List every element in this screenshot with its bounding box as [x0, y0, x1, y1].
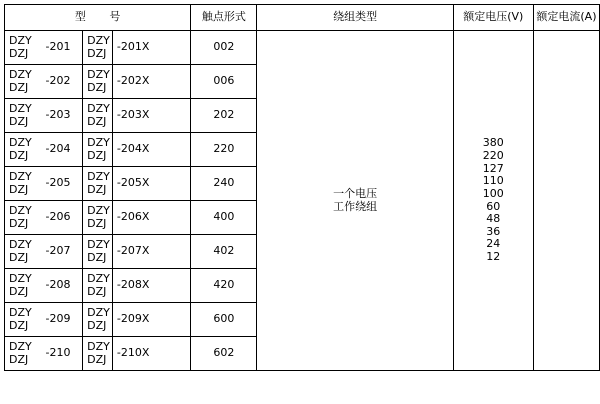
model-suffix: -207 [45, 244, 71, 258]
model-prefix-bottom: DZJ [9, 182, 29, 196]
model-cell-b-suffix [113, 269, 191, 303]
model-suffix: -210X [116, 346, 150, 360]
model-prefix-top: DZY [87, 136, 110, 150]
model-prefix-top: DZY [9, 306, 32, 320]
model-cell-b-prefix [83, 65, 113, 99]
model-prefix-top: DZY [9, 68, 32, 82]
voltage-value: 48 [486, 212, 501, 226]
model-cell-a [5, 201, 83, 235]
model-cell-b-suffix [113, 31, 191, 65]
voltage-value: 36 [486, 224, 501, 238]
model-prefix-bottom: DZJ [87, 216, 107, 230]
rated-voltage-cell [453, 31, 533, 371]
voltage-value: 24 [486, 237, 501, 251]
model-cell-b-suffix [113, 65, 191, 99]
model-prefix-top: DZY [9, 204, 32, 218]
model-prefix-top: DZY [9, 136, 32, 150]
rated-current-cell [533, 31, 599, 371]
model-prefix-bottom: DZJ [87, 284, 107, 298]
model-prefix-bottom: DZJ [87, 46, 107, 60]
model-suffix: -203 [45, 108, 71, 122]
table-header-row [5, 5, 600, 31]
model-suffix: -204X [116, 142, 150, 156]
model-suffix: -205X [116, 176, 150, 190]
model-prefix-top: DZY [9, 170, 32, 184]
model-cell-a [5, 269, 83, 303]
model-prefix-top: DZY [9, 238, 32, 252]
model-suffix: -204 [45, 142, 71, 156]
model-suffix: -208X [116, 278, 150, 292]
model-prefix-bottom: DZJ [9, 114, 29, 128]
voltage-value: 110 [482, 174, 504, 188]
specification-table [4, 4, 600, 371]
model-suffix: -210 [45, 346, 71, 360]
model-prefix-bottom: DZJ [87, 114, 107, 128]
model-suffix: -205 [45, 176, 71, 190]
model-cell-a [5, 31, 83, 65]
voltage-value: 380 [482, 136, 504, 150]
model-cell-b-prefix [83, 269, 113, 303]
spec-sheet [0, 4, 600, 404]
contact-form-value: 400 [191, 201, 257, 235]
model-prefix-bottom: DZJ [9, 284, 29, 298]
winding-type-cell [257, 31, 453, 371]
model-cell-b-prefix [83, 235, 113, 269]
model-cell-b-prefix [83, 167, 113, 201]
model-suffix: -209 [45, 312, 71, 326]
model-suffix: -201 [45, 40, 71, 54]
model-suffix: -208 [45, 278, 71, 292]
contact-form-value: 602 [191, 337, 257, 371]
model-cell-b-prefix [83, 337, 113, 371]
contact-form-value: 006 [191, 65, 257, 99]
model-prefix-top: DZY [9, 102, 32, 116]
model-cell-b-suffix [113, 337, 191, 371]
model-prefix-bottom: DZJ [9, 216, 29, 230]
model-prefix-top: DZY [9, 272, 32, 286]
model-cell-b-prefix [83, 31, 113, 65]
model-cell-a [5, 133, 83, 167]
model-prefix-bottom: DZJ [87, 182, 107, 196]
header-contact-form: 触点形式 [191, 5, 257, 31]
contact-form-value: 220 [191, 133, 257, 167]
model-prefix-top: DZY [87, 170, 110, 184]
model-prefix-top: DZY [87, 340, 110, 354]
model-cell-a [5, 65, 83, 99]
model-cell-a [5, 167, 83, 201]
model-cell-a [5, 99, 83, 133]
model-prefix-top: DZY [9, 340, 32, 354]
model-suffix: -209X [116, 312, 150, 326]
model-prefix-bottom: DZJ [87, 318, 107, 332]
voltage-value: 100 [482, 186, 504, 200]
model-cell-b-suffix [113, 133, 191, 167]
model-suffix: -202X [116, 74, 150, 88]
contact-form-value: 002 [191, 31, 257, 65]
model-cell-a [5, 337, 83, 371]
model-prefix-bottom: DZJ [87, 352, 107, 366]
model-suffix: -201X [116, 40, 150, 54]
contact-form-value: 600 [191, 303, 257, 337]
model-suffix: -202 [45, 74, 71, 88]
model-prefix-bottom: DZJ [9, 80, 29, 94]
winding-line-2: 工作绕组 [333, 199, 378, 213]
contact-form-value: 202 [191, 99, 257, 133]
model-prefix-top: DZY [87, 68, 110, 82]
model-prefix-top: DZY [87, 238, 110, 252]
model-prefix-top: DZY [87, 204, 110, 218]
voltage-value: 220 [482, 148, 504, 162]
model-cell-b-suffix [113, 303, 191, 337]
model-suffix: -203X [116, 108, 150, 122]
model-cell-b-suffix [113, 167, 191, 201]
winding-line-1: 一个电压 [333, 186, 378, 200]
model-cell-b-suffix [113, 235, 191, 269]
model-prefix-bottom: DZJ [87, 80, 107, 94]
header-rated-voltage: 额定电压(V) [453, 5, 533, 31]
header-winding-type: 绕组类型 [257, 5, 453, 31]
voltage-value: 60 [486, 199, 501, 213]
model-prefix-top: DZY [87, 102, 110, 116]
model-prefix-top: DZY [9, 34, 32, 48]
model-cell-b-prefix [83, 133, 113, 167]
header-model: 型 号 [5, 5, 191, 31]
model-cell-b-suffix [113, 201, 191, 235]
model-cell-b-prefix [83, 303, 113, 337]
model-prefix-bottom: DZJ [87, 148, 107, 162]
model-suffix: -207X [116, 244, 150, 258]
model-cell-b-prefix [83, 201, 113, 235]
model-cell-b-prefix [83, 99, 113, 133]
model-cell-a [5, 303, 83, 337]
model-prefix-top: DZY [87, 272, 110, 286]
model-prefix-bottom: DZJ [9, 318, 29, 332]
model-cell-a [5, 235, 83, 269]
voltage-value: 127 [482, 161, 504, 175]
voltage-value: 12 [486, 250, 501, 264]
header-rated-current: 额定电流(A) [533, 5, 599, 31]
model-cell-b-suffix [113, 99, 191, 133]
contact-form-value: 402 [191, 235, 257, 269]
model-suffix: -206 [45, 210, 71, 224]
model-prefix-bottom: DZJ [87, 250, 107, 264]
model-prefix-top: DZY [87, 34, 110, 48]
model-prefix-bottom: DZJ [9, 250, 29, 264]
model-prefix-bottom: DZJ [9, 46, 29, 60]
table-row [5, 31, 600, 65]
model-suffix: -206X [116, 210, 150, 224]
model-prefix-bottom: DZJ [9, 148, 29, 162]
model-prefix-top: DZY [87, 306, 110, 320]
model-prefix-bottom: DZJ [9, 352, 29, 366]
contact-form-value: 420 [191, 269, 257, 303]
contact-form-value: 240 [191, 167, 257, 201]
